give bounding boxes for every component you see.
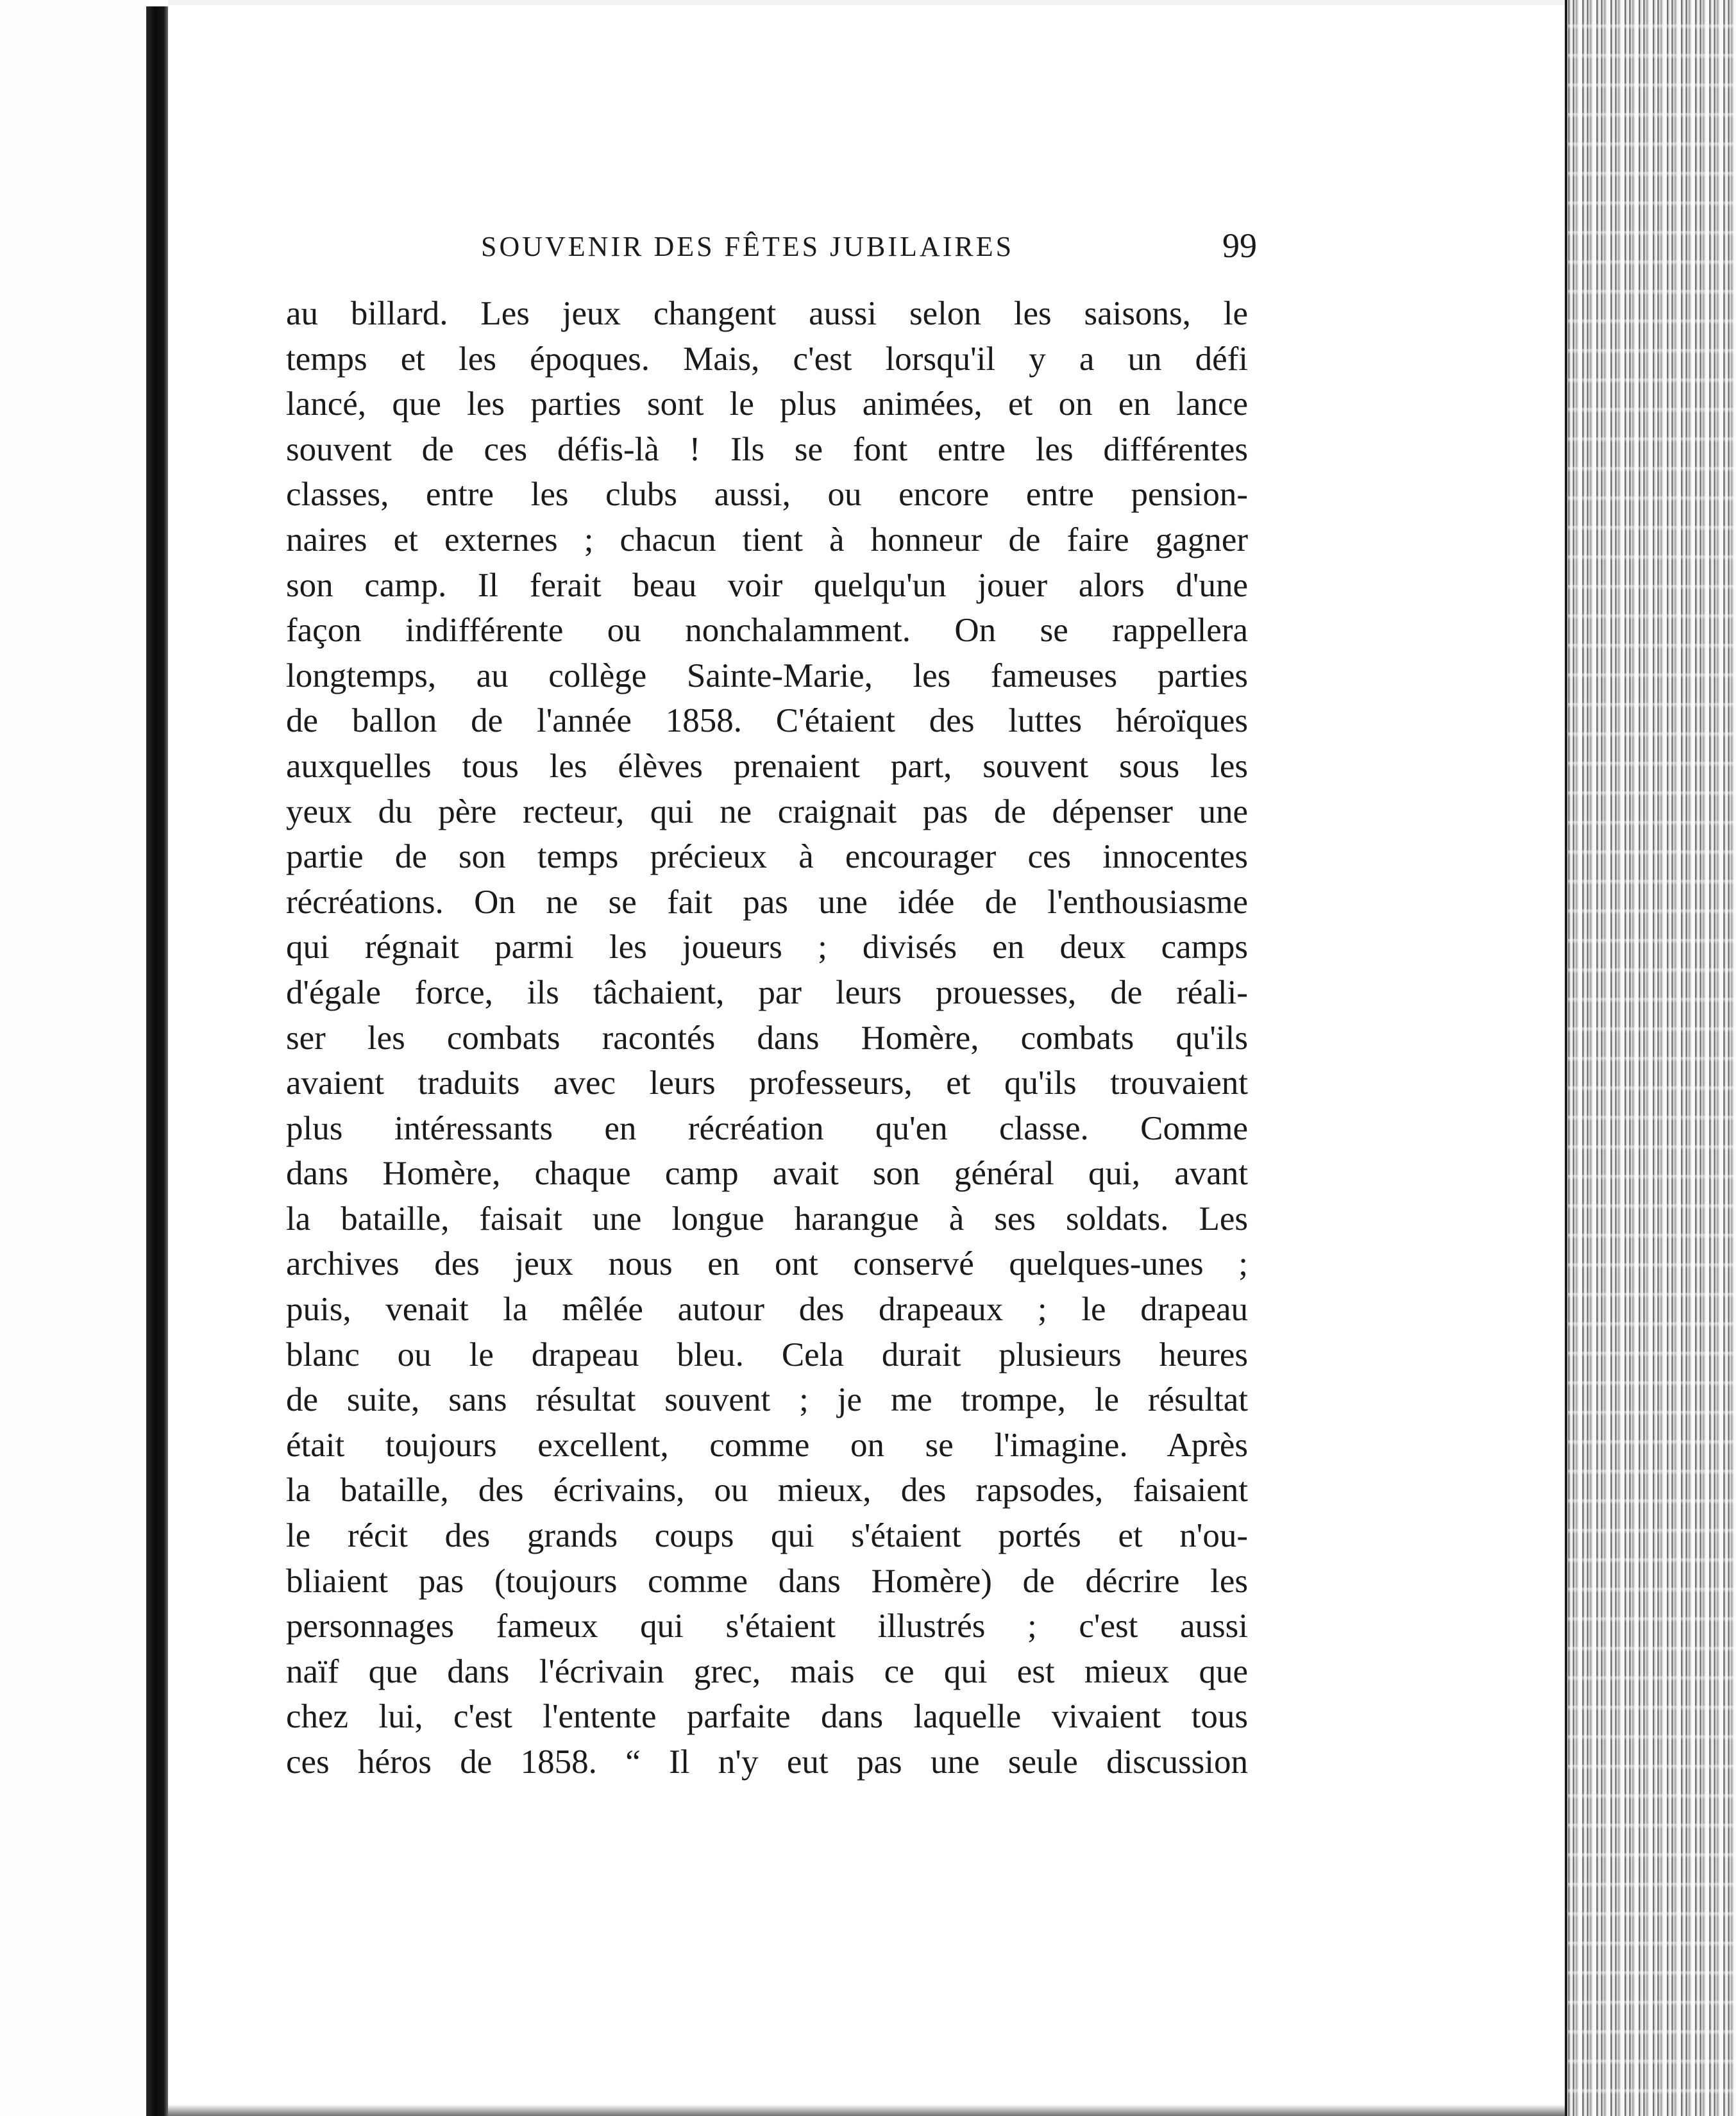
body-text [286, 291, 1248, 1785]
text-line: archives des jeux nous en ont conservé quelques-unes ; [286, 1245, 1248, 1283]
text-line: d'égale force, ils tâchaient, par leurs prouesses, de réali- [286, 973, 1248, 1011]
text-line: blanc ou le drapeau bleu. Cela durait plusieurs heures [286, 1336, 1248, 1373]
text-line: au billard. Les jeux changent aussi selon les saisons, le [286, 295, 1248, 332]
scan-margin-left [0, 0, 147, 2116]
text-line: son camp. Il ferait beau voir quelqu'un jouer alors d'une [286, 566, 1248, 604]
text-line: personnages fameux qui s'étaient illustrés ; c'est aussi [286, 1608, 1248, 1645]
text-line: qui régnait parmi les joueurs ; divisés en deux camps [286, 928, 1248, 966]
text-line: longtemps, au collège Sainte-Marie, les fameuses parties [286, 657, 1248, 694]
text-line: puis, venait la mêlée autour des drapeaux ; le drapeau [286, 1291, 1248, 1329]
text-line: façon indifférente ou nonchalamment. On se rappellera [286, 612, 1248, 650]
page-bottom-edge [168, 2104, 1566, 2116]
text-line: de suite, sans résultat souvent ; je me trompe, le résultat [286, 1381, 1248, 1419]
text-line: dans Homère, chaque camp avait son général qui, avant [286, 1155, 1248, 1193]
text-line: la bataille, des écrivains, ou mieux, des rapsodes, faisaient [286, 1472, 1248, 1509]
book-spine-shadow [146, 6, 168, 2116]
text-line: la bataille, faisait une longue harangue à ses soldats. Les [286, 1200, 1248, 1238]
text-line: souvent de ces défis-là ! Ils se font entre les différentes [286, 430, 1248, 468]
text-line: ces héros de 1858. “ Il n'y eut pas une seule discussion [286, 1743, 1248, 1781]
text-line: chez lui, c'est l'entente parfaite dans laquelle vivaient tous [286, 1698, 1248, 1736]
text-line: récréations. On ne se fait pas une idée de l'enthousiasme [286, 883, 1248, 921]
page-top-edge [168, 0, 1566, 5]
text-line: naïf que dans l'écrivain grec, mais ce qui est mieux que [286, 1652, 1248, 1690]
text-line: le récit des grands coups qui s'étaient portés et n'ou- [286, 1517, 1248, 1555]
text-line: temps et les époques. Mais, c'est lorsqu'il y a un défi [286, 340, 1248, 378]
text-line: était toujours excellent, comme on se l'imagine. Après [286, 1426, 1248, 1464]
page-stack-divider [1565, 0, 1567, 2116]
page-stack-edges [1565, 0, 1736, 2116]
page-number: 99 [1222, 226, 1257, 265]
text-line: naires et externes ; chacun tient à honneur de faire gagner [286, 521, 1248, 558]
text-line: plus intéressants en récréation qu'en classe. Comme [286, 1109, 1248, 1147]
running-header: SOUVENIR DES FÊTES JUBILAIRES [481, 231, 1015, 262]
text-line: partie de son temps précieux à encourager ces innocentes [286, 838, 1248, 876]
text-line: lancé, que les parties sont le plus animées, et on en lance [286, 385, 1248, 423]
text-line: ser les combats racontés dans Homère, combats qu'ils [286, 1019, 1248, 1057]
text-line: bliaient pas (toujours comme dans Homère) de décrire les [286, 1562, 1248, 1600]
text-line: auxquelles tous les élèves prenaient part, souvent sous les [286, 747, 1248, 785]
text-line: de ballon de l'année 1858. C'étaient des luttes héroïques [286, 702, 1248, 740]
text-line: avaient traduits avec leurs professeurs, et qu'ils trouvaient [286, 1064, 1248, 1102]
text-line: yeux du père recteur, qui ne craignait pas de dépenser une [286, 793, 1248, 830]
text-line: classes, entre les clubs aussi, ou encore entre pension- [286, 476, 1248, 514]
